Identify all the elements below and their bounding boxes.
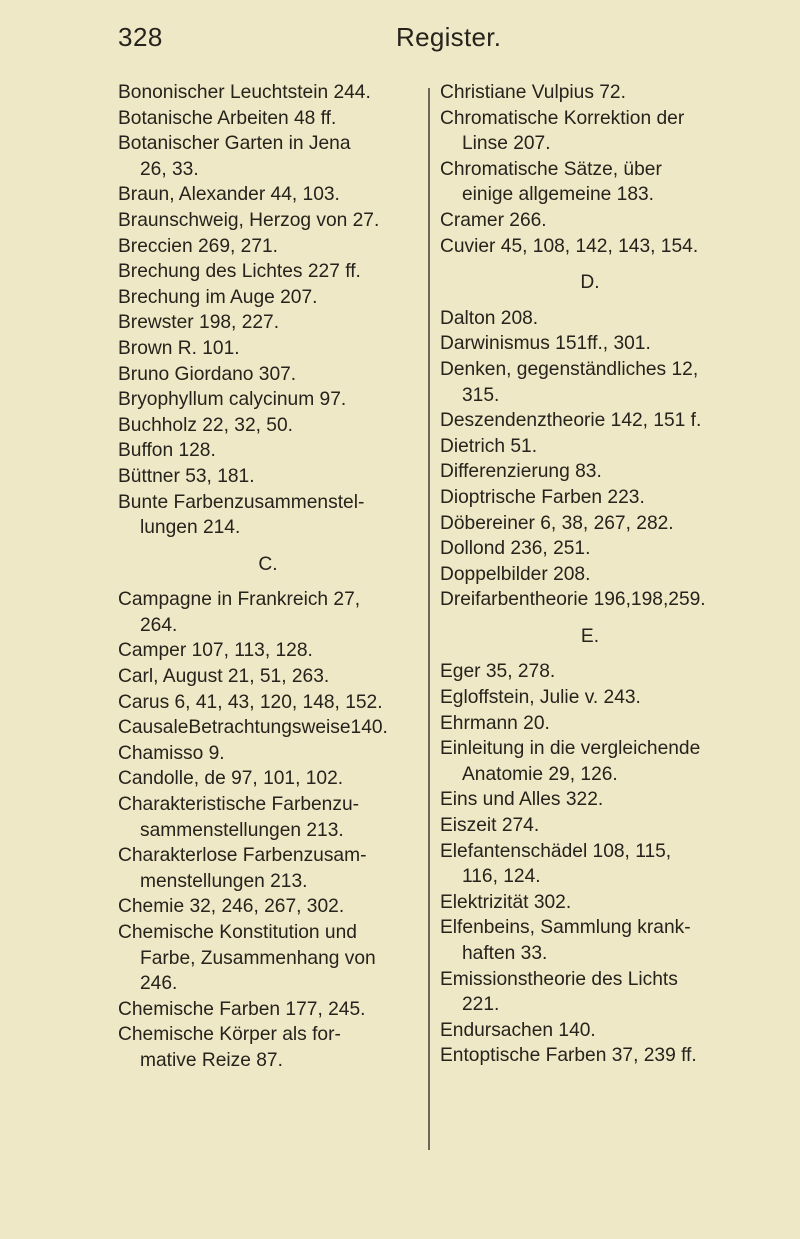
index-entry <box>440 157 740 208</box>
entry-line: Campagne in Frankreich 27, <box>118 589 361 611</box>
index-entry <box>440 234 740 260</box>
entry-line: Döbereiner 6, 38, 267, 282. <box>440 512 674 534</box>
entry-line: Brechung des Lichtes 227 ff. <box>118 261 361 283</box>
entry-continuation-line: haften 33. <box>462 943 548 964</box>
entry-line: Elektrizität 302. <box>440 891 572 913</box>
section-heading: D. <box>580 272 600 294</box>
entry-line: Chemie 32, 246, 267, 302. <box>118 896 345 918</box>
entry-line: Bruno Giordano 307. <box>118 363 297 385</box>
index-entry <box>440 562 740 588</box>
index-entry <box>118 259 418 285</box>
entry-line: Braunschweig, Herzog von 27. <box>118 209 380 231</box>
index-entry <box>440 967 740 1018</box>
index-entry <box>118 182 418 208</box>
index-entry <box>440 459 740 485</box>
index-entry <box>118 80 418 106</box>
entry-line: Eger 35, 278. <box>440 661 556 683</box>
index-entry <box>440 839 740 890</box>
index-entry <box>118 490 418 541</box>
entry-line: Dietrich 51. <box>440 435 538 457</box>
entry-line: Braun, Alexander 44, 103. <box>118 184 340 206</box>
page-title: Register. <box>396 22 502 52</box>
index-entry <box>118 792 418 843</box>
entry-continuation-line: menstellungen 213. <box>140 870 308 892</box>
entry-line: Emissionstheorie des Lichts <box>440 968 678 990</box>
index-entry <box>118 387 418 413</box>
entry-line: Charakterlose Farbenzusam- <box>118 845 367 867</box>
entry-line: Cramer 266. <box>440 209 547 231</box>
index-entry <box>440 408 740 434</box>
entry-line: Christiane Vulpius 72. <box>440 82 626 103</box>
entry-continuation-line: 221. <box>462 994 500 1016</box>
entry-line: Dalton 208. <box>440 307 539 329</box>
entry-line: Chemische Körper als for- <box>118 1024 341 1046</box>
entry-line: Carl, August 21, 51, 263. <box>118 666 330 688</box>
index-entry <box>118 638 418 664</box>
entry-continuation-line: Anatomie 29, 126. <box>462 763 618 785</box>
entry-line: Chemische Farben 177, 245. <box>118 998 366 1020</box>
index-entry <box>440 736 740 787</box>
entry-line: Doppelbilder 208. <box>440 563 591 585</box>
entry-continuation-line: Farbe, Zusammenhang von <box>140 947 376 969</box>
entry-line: Eins und Alles 322. <box>440 789 604 811</box>
index-entry <box>440 787 740 813</box>
index-entry <box>440 890 740 916</box>
entry-line: Elefantenschädel 108, 115, <box>440 840 672 862</box>
entry-line: Endursachen 140. <box>440 1019 596 1041</box>
page-number: 328 <box>118 22 163 52</box>
index-entry <box>118 715 418 741</box>
entry-line: Brown R. 101. <box>118 337 240 359</box>
index-entry <box>118 664 418 690</box>
index-entry <box>118 285 418 311</box>
index-entry <box>118 741 418 767</box>
index-entry <box>118 106 418 132</box>
index-entry <box>118 438 418 464</box>
index-entry <box>440 511 740 537</box>
index-entry <box>118 587 418 638</box>
index-entry <box>440 915 740 966</box>
index-entry <box>118 464 418 490</box>
entry-line: Charakteristische Farbenzu- <box>118 794 360 816</box>
index-column-left <box>118 80 418 1074</box>
index-entry <box>440 1043 740 1069</box>
index-entry <box>440 536 740 562</box>
index-entry <box>440 106 740 157</box>
index-entry <box>118 894 418 920</box>
entry-line: Büttner 53, 181. <box>118 465 255 487</box>
page-header <box>0 22 800 62</box>
entry-line: Bunte Farbenzusammenstel- <box>118 491 365 513</box>
entry-line: Carus 6, 41, 43, 120, 148, 152. <box>118 691 383 713</box>
entry-continuation-line: Linse 207. <box>462 133 551 155</box>
entry-continuation-line: 264. <box>140 614 178 636</box>
entry-line: Chemische Konstitution und <box>118 922 357 943</box>
entry-continuation-line: lungen 214. <box>140 517 241 539</box>
entry-line: Brewster 198, 227. <box>118 312 280 334</box>
index-entry <box>118 997 418 1023</box>
index-entry <box>440 306 740 332</box>
entry-line: Entoptische Farben 37, 239 ff. <box>440 1045 697 1067</box>
entry-line: Eiszeit 274. <box>440 815 540 837</box>
entry-line: CausaleBetrachtungsweise140. <box>118 717 388 739</box>
entry-line: Dollond 236, 251. <box>440 538 591 560</box>
entry-line: Chamisso 9. <box>118 742 225 764</box>
entry-line: Camper 107, 113, 128. <box>118 640 313 662</box>
entry-line: Differenzierung 83. <box>440 461 602 483</box>
index-entry <box>440 711 740 737</box>
column-divider <box>428 88 430 1150</box>
entry-line: Elfenbeins, Sammlung krank- <box>440 917 691 939</box>
section-heading: C. <box>258 553 278 575</box>
entry-continuation-line: 26, 33. <box>140 158 199 180</box>
entry-continuation-line: 116, 124. <box>462 866 541 888</box>
index-entry <box>440 1018 740 1044</box>
entry-line: Egloffstein, Julie v. 243. <box>440 687 641 709</box>
entry-continuation-line: 315. <box>462 384 500 406</box>
entry-line: Denken, gegenständliches 12, <box>440 358 699 380</box>
index-entry <box>118 310 418 336</box>
entry-line: Bryophyllum calycinum 97. <box>118 389 347 411</box>
index-entry <box>118 843 418 894</box>
index-entry <box>440 208 740 234</box>
entry-line: Chromatische Sätze, über <box>440 158 662 180</box>
index-entry <box>118 413 418 439</box>
entry-line: Ehrmann 20. <box>440 712 550 734</box>
index-entry <box>440 587 740 613</box>
entry-line: Cuvier 45, 108, 142, 143, 154. <box>440 235 699 257</box>
index-entry <box>440 434 740 460</box>
index-entry <box>440 357 740 408</box>
index-entry <box>440 80 740 106</box>
index-entry <box>118 766 418 792</box>
entry-line: Candolle, de 97, 101, 102. <box>118 768 344 790</box>
index-entry <box>440 485 740 511</box>
entry-line: Darwinismus 151ff., 301. <box>440 333 651 355</box>
entry-line: Dreifarbentheorie 196,198,259. <box>440 589 706 611</box>
entry-line: Buchholz 22, 32, 50. <box>118 414 293 436</box>
entry-line: Deszendenztheorie 142, 151 f. <box>440 410 702 432</box>
index-entry <box>118 234 418 260</box>
index-entry <box>118 208 418 234</box>
entry-continuation-line: 246. <box>140 973 178 995</box>
entry-continuation-line: einige allgemeine 183. <box>462 184 655 206</box>
entry-continuation-line: sammenstellungen 213. <box>140 819 344 841</box>
index-entry <box>440 685 740 711</box>
entry-line: Botanische Arbeiten 48 ff. <box>118 107 337 129</box>
entry-line: Breccien 269, 271. <box>118 235 279 257</box>
entry-continuation-line: mative Reize 87. <box>140 1049 283 1071</box>
index-entry <box>118 690 418 716</box>
index-column-right <box>440 80 740 1069</box>
index-entry <box>440 331 740 357</box>
index-entry <box>440 813 740 839</box>
entry-line: Botanischer Garten in Jena <box>118 133 351 155</box>
index-entry <box>118 920 418 997</box>
index-entry <box>440 659 740 685</box>
entry-line: Brechung im Auge 207. <box>118 286 318 308</box>
index-entry <box>118 362 418 388</box>
index-entry <box>118 336 418 362</box>
section-heading: E. <box>580 625 600 647</box>
entry-line: Einleitung in die vergleichende <box>440 738 701 760</box>
entry-line: Dioptrische Farben 223. <box>440 486 645 508</box>
entry-line: Bononischer Leuchtstein 244. <box>118 82 371 103</box>
index-entry <box>118 1022 418 1073</box>
entry-line: Buffon 128. <box>118 440 216 462</box>
entry-line: Chromatische Korrektion der <box>440 107 685 129</box>
index-entry <box>118 131 418 182</box>
